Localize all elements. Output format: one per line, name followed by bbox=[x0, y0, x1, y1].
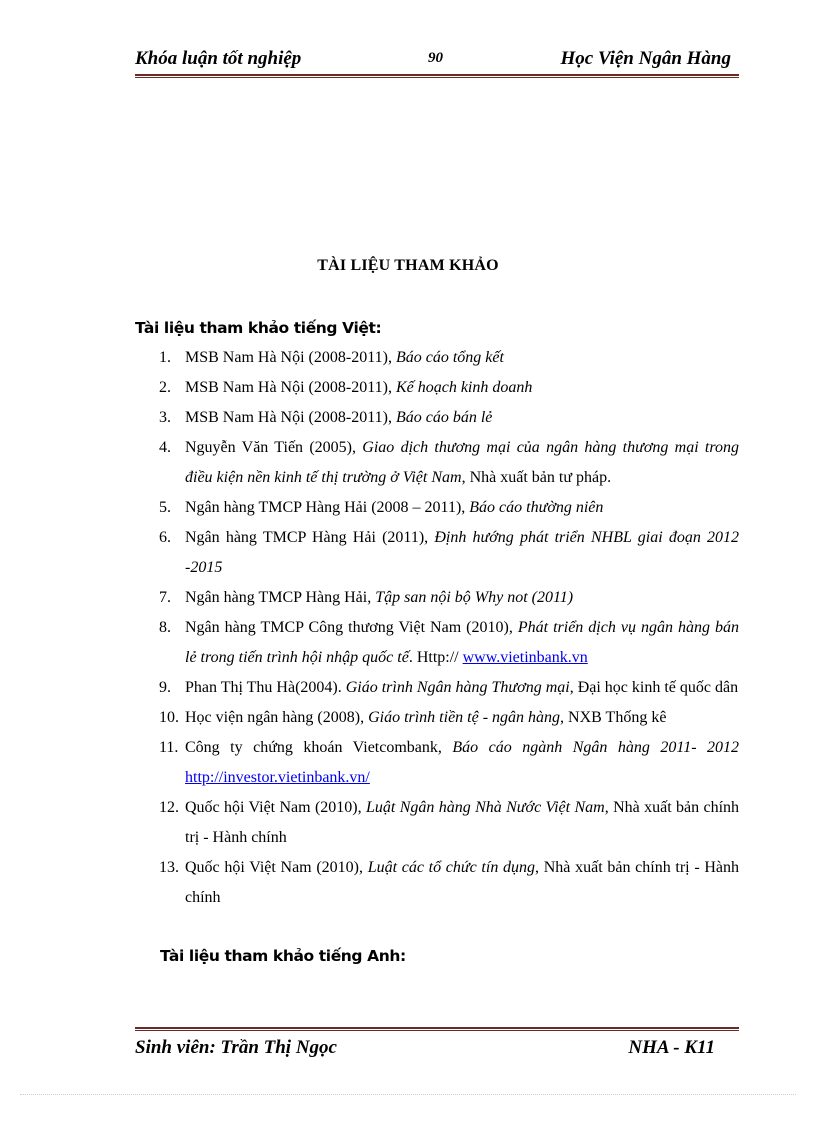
reference-author: MSB Nam Hà Nội (2008-2011), bbox=[185, 379, 396, 396]
reference-title: Giáo trình tiền tệ - ngân hàng bbox=[368, 709, 561, 726]
page-title: TÀI LIỆU THAM KHẢO bbox=[317, 257, 499, 274]
reference-item bbox=[135, 703, 739, 733]
reference-item bbox=[135, 613, 739, 673]
reference-author: MSB Nam Hà Nội (2008-2011), bbox=[185, 349, 396, 366]
reference-title: Báo cáo bán lẻ bbox=[395, 409, 493, 426]
reference-publisher: , Nhà xuất bản tư pháp. bbox=[461, 469, 612, 486]
page-header bbox=[135, 48, 739, 72]
header-page-number: 90 bbox=[428, 50, 443, 66]
reference-number: 7. bbox=[159, 589, 171, 606]
reference-item bbox=[135, 373, 739, 403]
reference-link[interactable]: www.vietinbank.vn bbox=[462, 649, 588, 666]
reference-item bbox=[135, 793, 739, 853]
footer-rule-top bbox=[135, 1027, 739, 1029]
reference-item bbox=[135, 523, 739, 583]
reference-title: Giáo trình Ngân hàng Thương mại bbox=[345, 679, 570, 696]
reference-number: 10. bbox=[159, 709, 179, 726]
reference-item bbox=[135, 853, 739, 913]
reference-number: 5. bbox=[159, 499, 171, 516]
reference-number: 6. bbox=[159, 529, 171, 546]
reference-title: Định hướng phát triển NHBL giai đoạn 2012 -2015 bbox=[185, 529, 739, 576]
reference-title: Kế hoạch kinh doanh bbox=[395, 379, 533, 396]
vietnamese-references-heading: Tài liệu tham khảo tiếng Việt: bbox=[135, 319, 382, 337]
reference-author: Ngân hàng TMCP Hàng Hải (2011), bbox=[185, 529, 435, 546]
reference-list bbox=[135, 343, 739, 913]
reference-author: MSB Nam Hà Nội (2008-2011), bbox=[185, 409, 396, 426]
reference-item bbox=[135, 343, 739, 373]
reference-publisher: , Nhà xuất bản chính trị - Hành chính bbox=[185, 859, 740, 906]
page-footer bbox=[135, 1037, 739, 1061]
reference-item bbox=[135, 673, 739, 703]
reference-author: Ngân hàng TMCP Hàng Hải (2008 – 2011), bbox=[185, 499, 470, 516]
reference-author: Công ty chứng khoán Vietcombank, bbox=[185, 739, 453, 756]
reference-number: 8. bbox=[159, 619, 171, 636]
reference-author: Nguyễn Văn Tiến (2005), bbox=[185, 439, 363, 456]
reference-number: 1. bbox=[159, 349, 171, 366]
reference-publisher: , Nhà xuất bản chính trị - Hành chính bbox=[185, 799, 740, 846]
reference-title: Giao dịch thương mại của ngân hàng thương mại trong điều kiện nền kinh tế thị trường ở Việt Nam bbox=[185, 439, 739, 486]
reference-author: Học viện ngân hàng (2008), bbox=[185, 709, 369, 726]
reference-title: Tập san nội bộ Why not (2011) bbox=[375, 589, 574, 606]
reference-author: Quốc hội Việt Nam (2010), bbox=[185, 859, 368, 876]
reference-number: 4. bbox=[159, 439, 171, 456]
reference-number: 9. bbox=[159, 679, 171, 696]
reference-item bbox=[135, 733, 739, 793]
reference-title: Báo cáo thường niên bbox=[469, 499, 604, 516]
footer-student-name: Sinh viên: Trần Thị Ngọc bbox=[135, 1037, 337, 1058]
reference-item bbox=[135, 583, 739, 613]
reference-publisher: . Http:// bbox=[408, 649, 463, 666]
footer-class-code: NHA - K11 bbox=[628, 1037, 715, 1058]
reference-title: Luật Ngân hàng Nhà Nước Việt Nam bbox=[365, 799, 605, 816]
reference-number: 12. bbox=[159, 799, 179, 816]
page-bottom-dotted-divider bbox=[20, 1094, 796, 1095]
reference-author: Ngân hàng TMCP Hàng Hải, bbox=[185, 589, 376, 606]
reference-author: Quốc hội Việt Nam (2010), bbox=[185, 799, 366, 816]
reference-number: 2. bbox=[159, 379, 171, 396]
reference-publisher: , NXB Thống kê bbox=[560, 709, 667, 726]
header-thesis-label: Khóa luận tốt nghiệp bbox=[135, 48, 302, 69]
reference-author: Ngân hàng TMCP Công thương Việt Nam (2010), bbox=[185, 619, 518, 636]
reference-link[interactable]: http://investor.vietinbank.vn/ bbox=[185, 769, 370, 786]
footer-rule-bottom bbox=[135, 1030, 739, 1031]
reference-author: Phan Thị Thu Hà(2004). bbox=[185, 679, 346, 696]
reference-item bbox=[135, 433, 739, 493]
reference-title: Báo cáo ngành Ngân hàng 2011- 2012 bbox=[452, 739, 740, 756]
header-rule-bottom bbox=[135, 77, 739, 78]
reference-number: 13. bbox=[159, 859, 179, 876]
reference-item bbox=[135, 403, 739, 433]
reference-title: Phát triển dịch vụ ngân hàng bán lẻ trong tiến trình hội nhập quốc tế bbox=[185, 619, 739, 666]
reference-number: 3. bbox=[159, 409, 171, 426]
reference-publisher: , Đại học kinh tế quốc dân bbox=[569, 679, 739, 696]
header-rule-top bbox=[135, 74, 739, 76]
reference-item bbox=[135, 493, 739, 523]
header-institution: Học Viện Ngân Hàng bbox=[560, 48, 731, 69]
reference-number: 11. bbox=[159, 739, 179, 756]
reference-title: Báo cáo tổng kết bbox=[395, 349, 504, 366]
reference-title: Luật các tổ chức tín dụng bbox=[367, 859, 536, 876]
english-references-heading: Tài liệu tham khảo tiếng Anh: bbox=[160, 947, 406, 965]
